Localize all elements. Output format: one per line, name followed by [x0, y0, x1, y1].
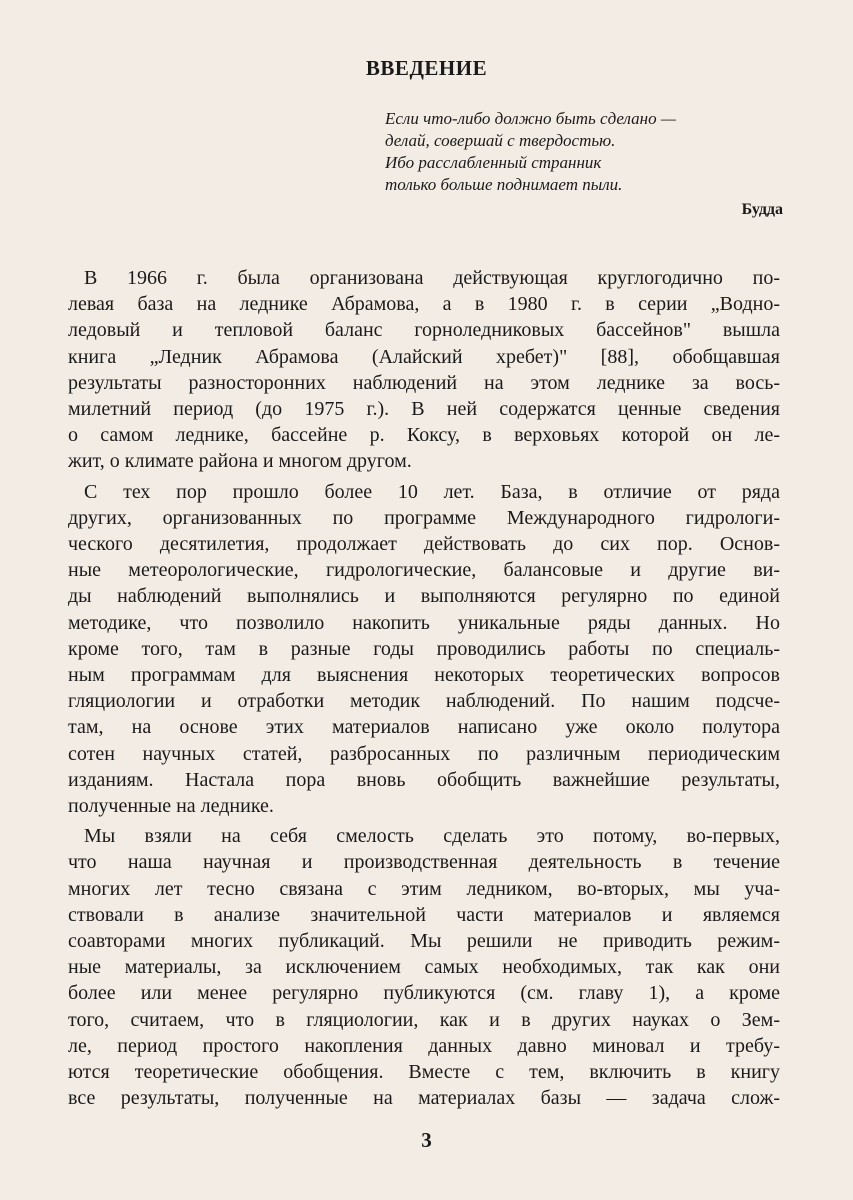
text-line: других, организованных по программе Международного гидрологи- — [68, 506, 780, 529]
text-line: методике, что позволило накопить уникальные ряды данных. Но — [68, 611, 780, 634]
text-line: ледовый и тепловой баланс горноледниковых бассейнов" вышла — [68, 319, 780, 342]
epigraph-line: только больше поднимает пыли. — [385, 175, 623, 194]
text-line: ды наблюдений выполнялись и выполняются регулярно по единой — [68, 585, 780, 608]
text-line: Мы взяли на себя смелость сделать это потому, во-первых, — [84, 825, 780, 848]
page-number: 3 — [421, 1128, 432, 1152]
epigraph — [385, 108, 785, 196]
epigraph-line: Ибо расслабленный странник — [385, 153, 602, 172]
paragraph-1 — [68, 265, 780, 475]
text-line: В 1966 г. была организована действующая круглогодично по- — [84, 267, 780, 289]
chapter-title: ВВЕДЕНИЕ — [365, 56, 488, 80]
text-line: того, считаем, что в гляциологии, как и в других науках о Зем- — [68, 1008, 780, 1031]
text-line: там, на основе этих материалов написано уже около полутора — [68, 716, 780, 739]
text-line: многих лет тесно связана с этим ледником, во-вторых, мы уча- — [68, 877, 780, 900]
text-line: о самом леднике, бассейне р. Коксу, в верховьях которой он ле- — [68, 424, 780, 447]
text-line: полученные на леднике. — [68, 795, 274, 818]
text-line: более или менее регулярно публикуются (см. главу 1), а кроме — [68, 982, 780, 1005]
epigraph-line: делай, совершай с твердостью. — [385, 131, 616, 150]
text-line: все результаты, полученные на материалах базы — задача слож- — [68, 1087, 780, 1110]
text-line: С тех пор прошло более 10 лет. База, в отличие от ряда — [84, 480, 780, 503]
text-line: ным программам для выяснения некоторых теоретических вопросов — [68, 664, 780, 687]
text-line: ле, период простого накопления данных давно миновал и требу- — [68, 1034, 780, 1057]
paragraph-2 — [68, 479, 780, 820]
text-line: жит, о климате района и многом другом. — [68, 450, 412, 473]
body-text — [68, 265, 780, 1116]
text-line: книга „Ледник Абрамова (Алайский хребет)" [88], обобщавшая — [68, 345, 780, 368]
text-line: ствовали в анализе значительной части материалов и являемся — [68, 903, 780, 926]
text-line: ные метеорологические, гидрологические, балансовые и другие ви- — [68, 559, 780, 582]
text-line: что наша научная и производственная деятельность в течение — [68, 851, 780, 874]
epigraph-author: Будда — [741, 201, 783, 218]
text-line: ческого десятилетия, продолжает действовать до сих пор. Основ- — [68, 533, 780, 556]
text-line: ются теоретические обобщения. Вместе с тем, включить в книгу — [68, 1061, 780, 1084]
text-line: изданиям. Настала пора вновь обобщить важнейшие результаты, — [68, 768, 780, 791]
text-line: сотен научных статей, разбросанных по различным периодическим — [68, 742, 780, 765]
text-line: результаты разносторонних наблюдений на этом леднике за вось- — [68, 371, 780, 394]
text-line: кроме того, там в разные годы проводились работы по специаль- — [68, 637, 780, 660]
paragraph-3 — [68, 823, 780, 1111]
text-line: левая база на леднике Абрамова, а в 1980 г. в серии „Водно- — [68, 293, 780, 316]
text-line: ные материалы, за исключением самых необходимых, так как они — [68, 956, 780, 979]
text-line: соавторами многих публикаций. Мы решили не приводить режим- — [68, 930, 780, 953]
epigraph-line: Если что-либо должно быть сделано — — [385, 109, 676, 128]
text-line: милетний период (до 1975 г.). В ней содержатся ценные сведения — [68, 398, 780, 421]
text-line: гляциологии и отработки методик наблюдений. По нашим подсче- — [68, 690, 780, 713]
